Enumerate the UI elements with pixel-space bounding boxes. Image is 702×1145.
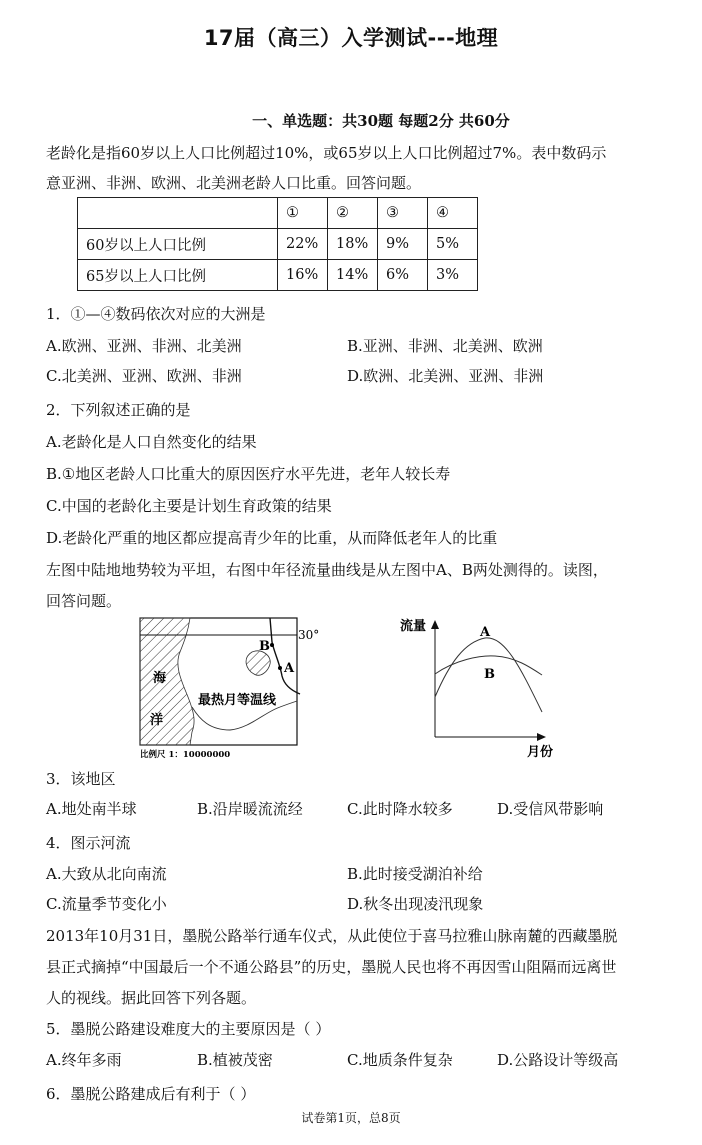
table-header-cell: ①: [278, 198, 328, 229]
question-2-option-d[interactable]: D.老龄化严重的地区都应提高青少年的比重，从而降低老年人的比重: [46, 529, 498, 547]
river: [270, 618, 300, 694]
table-cell: 3%: [428, 260, 478, 291]
question-5-option-b[interactable]: B.植被茂密: [197, 1051, 273, 1069]
question-4-option-c[interactable]: C.流量季节变化小: [46, 895, 167, 913]
table-header-row: [78, 198, 478, 229]
y-axis-arrow-icon: [431, 620, 439, 629]
question-3-option-a[interactable]: A.地处南半球: [46, 800, 137, 818]
scale-label: 比例尺 1：10000000: [140, 750, 231, 760]
x-axis-label: 月份: [527, 745, 554, 760]
question-3-option-b[interactable]: B.沿岸暖流流经: [197, 800, 303, 818]
page-footer: 试卷第1页，总8页: [301, 1111, 401, 1125]
question-5-option-c[interactable]: C.地质条件复杂: [347, 1051, 453, 1069]
question-1-option-d[interactable]: D.欧洲、北美洲、亚洲、非洲: [347, 367, 544, 385]
intro-text-line: 2013年10月31日，墨脱公路举行通车仪式，从此使位于喜马拉雅山脉南麓的西藏墨脱: [46, 927, 618, 945]
question-4-stem: 4．图示河流: [46, 834, 131, 852]
table-cell: 14%: [328, 260, 378, 291]
question-3-stem: 3．该地区: [46, 770, 116, 788]
question-4-option-b[interactable]: B.此时接受湖泊补给: [347, 865, 483, 883]
intro-text-line: 县正式摘掉“中国最后一个不通公路县”的历史，墨脱人民也将不再因雪山阻隔而远离世: [46, 958, 617, 976]
intro-text-line: 人的视线。据此回答下列各题。: [46, 989, 257, 1007]
table-header-cell: ②: [328, 198, 378, 229]
table-header-cell: [78, 198, 278, 229]
question-1-option-c[interactable]: C.北美洲、亚洲、欧洲、非洲: [46, 367, 242, 385]
point-b-label: B: [259, 639, 270, 654]
intro-text-line: 左图中陆地地势较为平坦，右图中年径流量曲线是从左图中A、B两处测得的。读图，: [46, 561, 608, 579]
table-cell: 22%: [278, 229, 328, 260]
section-title: 一、单选题：共30题 每题2分 共60分: [252, 112, 510, 130]
point-b-marker: [270, 643, 274, 647]
table-row: [78, 260, 478, 291]
ocean-label-1: 海: [153, 671, 167, 686]
question-4-option-d[interactable]: D.秋冬出现凌汛现象: [347, 895, 484, 913]
y-axis-label: 流量: [400, 619, 427, 634]
table-cell: 5%: [428, 229, 478, 260]
ocean-area: [140, 618, 194, 745]
curve-b-label: B: [484, 667, 495, 682]
question-1-option-b[interactable]: B.亚洲、非洲、北美洲、欧洲: [347, 337, 543, 355]
aging-table: [77, 197, 478, 291]
exam-title: 17届（高三）入学测试---地理: [203, 26, 499, 50]
curve-a-label: A: [480, 625, 491, 640]
table-header-cell: ③: [378, 198, 428, 229]
isotherm-label: 最热月等温线: [198, 693, 277, 708]
lake: [246, 651, 270, 675]
question-5-option-d[interactable]: D.公路设计等级高: [497, 1051, 619, 1069]
question-5-stem: 5．墨脱公路建设难度大的主要原因是（ ）: [46, 1020, 331, 1038]
x-axis-arrow-icon: [537, 733, 546, 741]
question-1-option-a[interactable]: A.欧洲、亚洲、非洲、北美洲: [46, 337, 242, 355]
row-label: 65岁以上人口比例: [78, 260, 278, 291]
table-cell: 16%: [278, 260, 328, 291]
table-cell: 18%: [328, 229, 378, 260]
question-2-stem: 2．下列叙述正确的是: [46, 401, 191, 419]
row-label: 60岁以上人口比例: [78, 229, 278, 260]
question-2-option-c[interactable]: C.中国的老龄化主要是计划生育政策的结果: [46, 497, 332, 515]
intro-text-line: 意亚洲、非洲、欧洲、北美洲老龄人口比重。回答问题。: [46, 174, 422, 192]
table-header-cell: ④: [428, 198, 478, 229]
table-row: [78, 229, 478, 260]
table-cell: 6%: [378, 260, 428, 291]
ocean-label-2: 洋: [150, 713, 164, 728]
intro-text-line: 回答问题。: [46, 592, 122, 610]
point-a-label: A: [284, 661, 295, 676]
latitude-label: 30°: [298, 628, 320, 642]
region-map: [130, 612, 330, 764]
question-2-option-b[interactable]: B.①地区老龄人口比重大的原因医疗水平先进，老年人较长寿: [46, 465, 451, 483]
flow-chart: [390, 612, 570, 764]
question-1-stem: 1．①—④数码依次对应的大洲是: [46, 305, 266, 323]
intro-text-line: 老龄化是指60岁以上人口比例超过10%，或65岁以上人口比例超过7%。表中数码示: [46, 144, 607, 162]
question-6-stem: 6．墨脱公路建成后有利于（ ）: [46, 1085, 256, 1103]
question-5-option-a[interactable]: A.终年多雨: [46, 1051, 122, 1069]
question-3-option-d[interactable]: D.受信风带影响: [497, 800, 604, 818]
question-2-option-a[interactable]: A.老龄化是人口自然变化的结果: [46, 433, 257, 451]
table-cell: 9%: [378, 229, 428, 260]
point-a-marker: [278, 666, 282, 670]
question-4-option-a[interactable]: A.大致从北向南流: [46, 865, 167, 883]
question-3-option-c[interactable]: C.此时降水较多: [347, 800, 453, 818]
